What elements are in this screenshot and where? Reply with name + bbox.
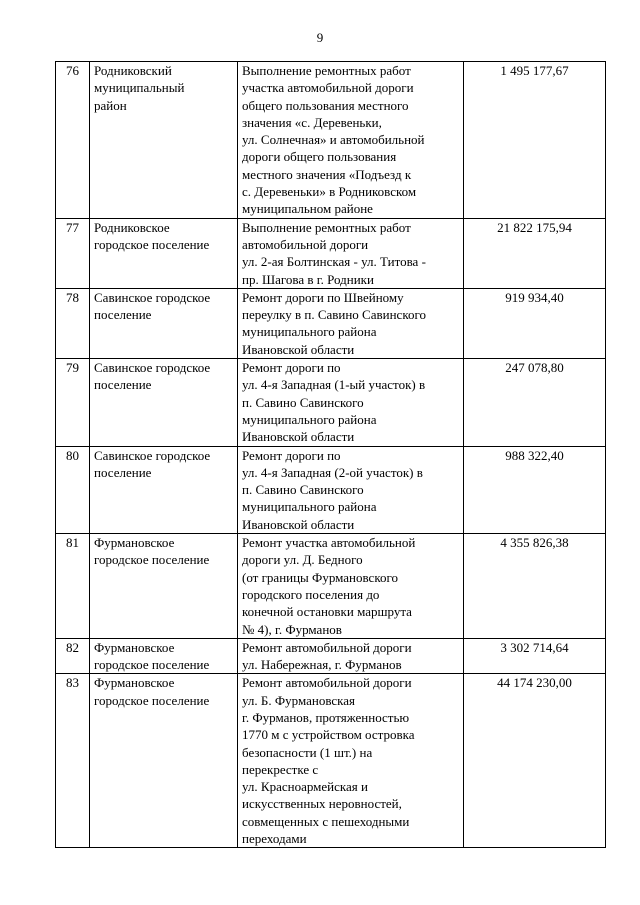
row-number: 81 xyxy=(56,534,90,639)
description-cell: Ремонт дороги по ул. 4-я Западная (1-ый участок) в п. Савино Савинского муниципального района Ивановской области xyxy=(238,359,464,446)
table-row xyxy=(56,288,606,358)
municipality-cell: Савинское городское поселение xyxy=(90,446,238,533)
table-row xyxy=(56,446,606,533)
amount-cell: 44 174 230,00 xyxy=(464,674,606,848)
road-repair-table xyxy=(55,61,606,848)
amount-cell: 1 495 177,67 xyxy=(464,62,606,219)
description-cell: Выполнение ремонтных работ участка автомобильной дороги общего пользования местного значения «с. Деревеньки, ул. Солнечная» и автомобильной дороги общего пользования местного значения «Подъезд к с. Деревеньки» в Родниковском муниципальном районе xyxy=(238,62,464,219)
description-cell: Ремонт автомобильной дороги ул. Набережная, г. Фурманов xyxy=(238,638,464,674)
municipality-cell: Родниковское городское поселение xyxy=(90,218,238,288)
description-cell: Ремонт дороги по ул. 4-я Западная (2-ой участок) в п. Савино Савинского муниципального района Ивановской области xyxy=(238,446,464,533)
row-number: 78 xyxy=(56,288,90,358)
row-number: 80 xyxy=(56,446,90,533)
amount-cell: 247 078,80 xyxy=(464,359,606,446)
table-row xyxy=(56,534,606,639)
row-number: 82 xyxy=(56,638,90,674)
amount-cell: 919 934,40 xyxy=(464,288,606,358)
municipality-cell: Родниковский муниципальный район xyxy=(90,62,238,219)
table-row xyxy=(56,674,606,848)
table-row xyxy=(56,218,606,288)
page-number: 9 xyxy=(316,30,324,45)
description-cell: Ремонт участка автомобильной дороги ул. Д. Бедного (от границы Фурмановского городского поселения до конечной остановки маршрута № 4), г. Фурманов xyxy=(238,534,464,639)
amount-cell: 988 322,40 xyxy=(464,446,606,533)
municipality-cell: Фурмановское городское поселение xyxy=(90,638,238,674)
table-row xyxy=(56,62,606,219)
amount-cell: 3 302 714,64 xyxy=(464,638,606,674)
row-number: 77 xyxy=(56,218,90,288)
row-number: 79 xyxy=(56,359,90,446)
municipality-cell: Савинское городское поселение xyxy=(90,359,238,446)
row-number: 76 xyxy=(56,62,90,219)
amount-cell: 21 822 175,94 xyxy=(464,218,606,288)
description-cell: Ремонт автомобильной дороги ул. Б. Фурмановская г. Фурманов, протяженностью 1770 м с устройством островка безопасности (1 шт.) на перекрестке с ул. Красноармейская и искусственных неровностей, совмещенных с пешеходными переходами xyxy=(238,674,464,848)
row-number: 83 xyxy=(56,674,90,848)
municipality-cell: Савинское городское поселение xyxy=(90,288,238,358)
table-row xyxy=(56,359,606,446)
description-cell: Ремонт дороги по Швейному переулку в п. Савино Савинского муниципального района Ивановской области xyxy=(238,288,464,358)
municipality-cell: Фурмановское городское поселение xyxy=(90,534,238,639)
table-row xyxy=(56,638,606,674)
description-cell: Выполнение ремонтных работ автомобильной дороги ул. 2-ая Болтинская - ул. Титова - пр. Шагова в г. Родники xyxy=(238,218,464,288)
amount-cell: 4 355 826,38 xyxy=(464,534,606,639)
municipality-cell: Фурмановское городское поселение xyxy=(90,674,238,848)
